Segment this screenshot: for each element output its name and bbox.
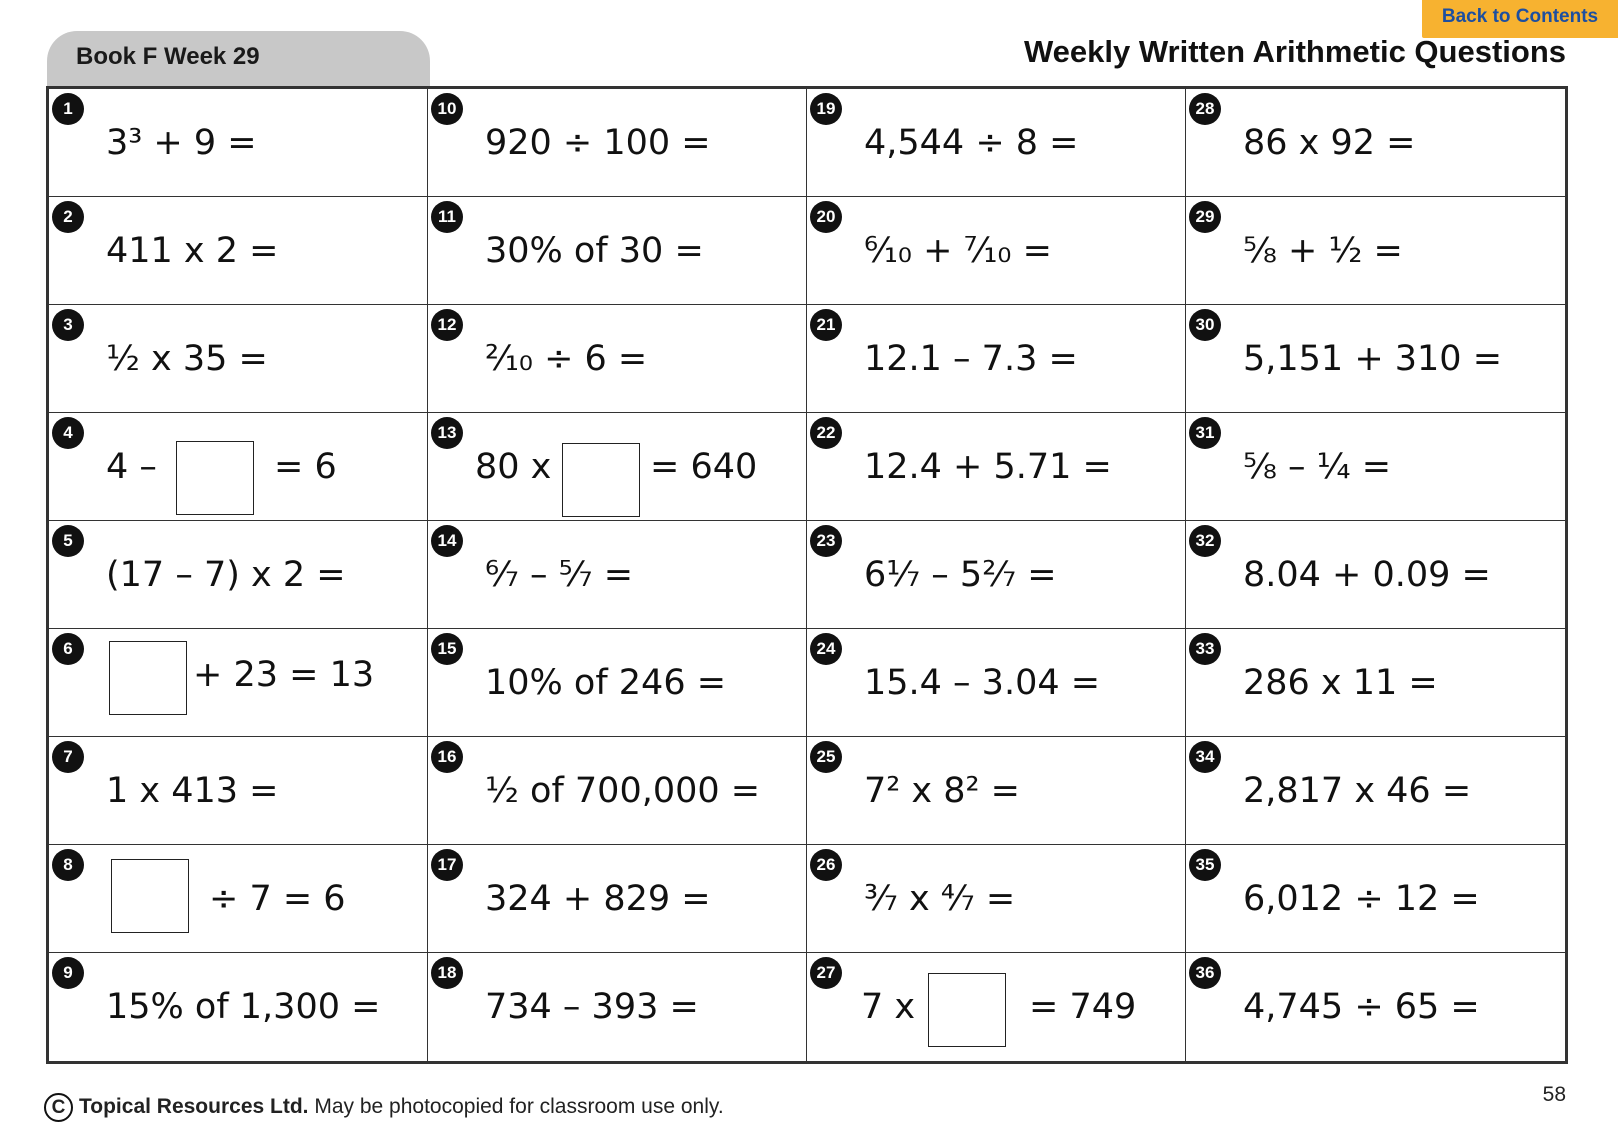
question-number-badge: 20	[810, 201, 842, 233]
question-number-badge: 16	[431, 741, 463, 773]
question-text: 6¹⁄₇ – 5²⁄₇ =	[864, 555, 1057, 595]
question-text: 920 ÷ 100 =	[485, 123, 711, 163]
question-number-badge: 35	[1189, 849, 1221, 881]
question-cell-27	[807, 953, 1186, 1061]
question-text-after-box: = 6	[274, 447, 337, 487]
question-cell-26	[807, 845, 1186, 953]
answer-box[interactable]	[111, 859, 189, 933]
question-text: 4,544 ÷ 8 =	[864, 123, 1079, 163]
question-text-before-box: 4 –	[106, 447, 157, 487]
question-number-badge: 36	[1189, 957, 1221, 989]
question-text-after-box: = 640	[650, 447, 758, 487]
question-text: 734 – 393 =	[485, 987, 699, 1027]
question-text: 1 x 413 =	[106, 771, 279, 811]
question-text: 5,151 + 310 =	[1243, 339, 1503, 379]
question-text: 2,817 x 46 =	[1243, 771, 1472, 811]
question-cell-4	[49, 413, 428, 521]
question-number-badge: 23	[810, 525, 842, 557]
question-text: ⁶⁄₇ – ⁵⁄₇ =	[485, 555, 634, 595]
question-number-badge: 32	[1189, 525, 1221, 557]
question-cell-9	[49, 953, 428, 1061]
question-number-badge: 17	[431, 849, 463, 881]
question-number-badge: 25	[810, 741, 842, 773]
answer-box[interactable]	[109, 641, 187, 715]
question-text: 8.04 + 0.09 =	[1243, 555, 1491, 595]
question-number-badge: 10	[431, 93, 463, 125]
question-number-badge: 21	[810, 309, 842, 341]
question-number-badge: 34	[1189, 741, 1221, 773]
question-number-badge: 8	[52, 849, 84, 881]
question-cell-22	[807, 413, 1186, 521]
question-text: ⅝ + ½ =	[1243, 231, 1403, 271]
question-cell-8	[49, 845, 428, 953]
question-text-after-box: ÷ 7 = 6	[209, 879, 346, 919]
book-week-tab	[47, 31, 430, 89]
question-cell-11	[428, 197, 807, 305]
book-week-label: Book F Week 29	[76, 43, 260, 70]
question-cell-35	[1186, 845, 1565, 953]
question-text: 15.4 – 3.04 =	[864, 663, 1101, 703]
answer-box[interactable]	[176, 441, 254, 515]
question-number-badge: 3	[52, 309, 84, 341]
question-cell-2	[49, 197, 428, 305]
question-number-badge: 2	[52, 201, 84, 233]
question-cell-15	[428, 629, 807, 737]
copyright-icon: C	[44, 1093, 73, 1122]
question-number-badge: 24	[810, 633, 842, 665]
answer-box[interactable]	[928, 973, 1006, 1047]
question-number-badge: 18	[431, 957, 463, 989]
question-cell-25	[807, 737, 1186, 845]
question-cell-33	[1186, 629, 1565, 737]
question-number-badge: 29	[1189, 201, 1221, 233]
question-number-badge: 7	[52, 741, 84, 773]
question-number-badge: 4	[52, 417, 84, 449]
question-text: 324 + 829 =	[485, 879, 711, 919]
question-text-before-box: 7 x	[861, 987, 916, 1027]
question-text: ⅝ – ¼ =	[1243, 447, 1392, 487]
question-number-badge: 12	[431, 309, 463, 341]
question-cell-21	[807, 305, 1186, 413]
question-cell-3	[49, 305, 428, 413]
question-text: ½ of 700,000 =	[485, 771, 761, 811]
question-cell-34	[1186, 737, 1565, 845]
questions-grid	[46, 86, 1568, 1064]
question-cell-12	[428, 305, 807, 413]
question-number-badge: 11	[431, 201, 463, 233]
company-name: Topical Resources Ltd.	[79, 1095, 309, 1119]
footer	[44, 1093, 724, 1122]
back-to-contents-button[interactable]: Back to Contents	[1422, 0, 1618, 38]
answer-box[interactable]	[562, 443, 640, 517]
question-number-badge: 28	[1189, 93, 1221, 125]
question-cell-7	[49, 737, 428, 845]
question-cell-6	[49, 629, 428, 737]
question-cell-24	[807, 629, 1186, 737]
question-cell-20	[807, 197, 1186, 305]
question-cell-10	[428, 89, 807, 197]
question-number-badge: 30	[1189, 309, 1221, 341]
question-number-badge: 27	[810, 957, 842, 989]
question-text: ⁶⁄₁₀ + ⁷⁄₁₀ =	[864, 231, 1052, 271]
question-number-badge: 1	[52, 93, 84, 125]
question-number-badge: 13	[431, 417, 463, 449]
question-number-badge: 19	[810, 93, 842, 125]
copyright-note: May be photocopied for classroom use only.	[308, 1095, 724, 1119]
question-number-badge: 14	[431, 525, 463, 557]
question-cell-30	[1186, 305, 1565, 413]
question-text: 6,012 ÷ 12 =	[1243, 879, 1480, 919]
question-number-badge: 22	[810, 417, 842, 449]
question-text: 15% of 1,300 =	[106, 987, 381, 1027]
question-text: 411 x 2 =	[106, 231, 279, 271]
question-text: 3³ + 9 =	[106, 123, 257, 163]
question-text: 7² x 8² =	[864, 771, 1021, 811]
question-text: (17 – 7) x 2 =	[106, 555, 346, 595]
question-number-badge: 5	[52, 525, 84, 557]
question-text-after-box: = 749	[1029, 987, 1137, 1027]
question-cell-16	[428, 737, 807, 845]
question-number-badge: 26	[810, 849, 842, 881]
question-cell-23	[807, 521, 1186, 629]
question-text: 86 x 92 =	[1243, 123, 1416, 163]
question-number-badge: 15	[431, 633, 463, 665]
question-cell-28	[1186, 89, 1565, 197]
question-text: ²⁄₁₀ ÷ 6 =	[485, 339, 648, 379]
question-cell-19	[807, 89, 1186, 197]
question-text: ½ x 35 =	[106, 339, 268, 379]
question-cell-5	[49, 521, 428, 629]
question-text: 12.1 – 7.3 =	[864, 339, 1078, 379]
question-cell-36	[1186, 953, 1565, 1061]
question-number-badge: 6	[52, 633, 84, 665]
page-number: 58	[1542, 1083, 1566, 1106]
question-text: 12.4 + 5.71 =	[864, 447, 1112, 487]
question-cell-18	[428, 953, 807, 1061]
question-cell-17	[428, 845, 807, 953]
question-cell-31	[1186, 413, 1565, 521]
question-text: 4,745 ÷ 65 =	[1243, 987, 1480, 1027]
question-cell-29	[1186, 197, 1565, 305]
question-text: 286 x 11 =	[1243, 663, 1438, 703]
question-cell-13	[428, 413, 807, 521]
question-text: ³⁄₇ x ⁴⁄₇ =	[864, 879, 1016, 919]
question-text-after-box: + 23 = 13	[193, 655, 375, 695]
question-text: 10% of 246 =	[485, 663, 727, 703]
question-cell-32	[1186, 521, 1565, 629]
question-text-before-box: 80 x	[475, 447, 552, 487]
question-cell-1	[49, 89, 428, 197]
question-text: 30% of 30 =	[485, 231, 704, 271]
question-number-badge: 31	[1189, 417, 1221, 449]
page-title: Weekly Written Arithmetic Questions	[1023, 34, 1566, 69]
question-number-badge: 9	[52, 957, 84, 989]
question-number-badge: 33	[1189, 633, 1221, 665]
question-cell-14	[428, 521, 807, 629]
